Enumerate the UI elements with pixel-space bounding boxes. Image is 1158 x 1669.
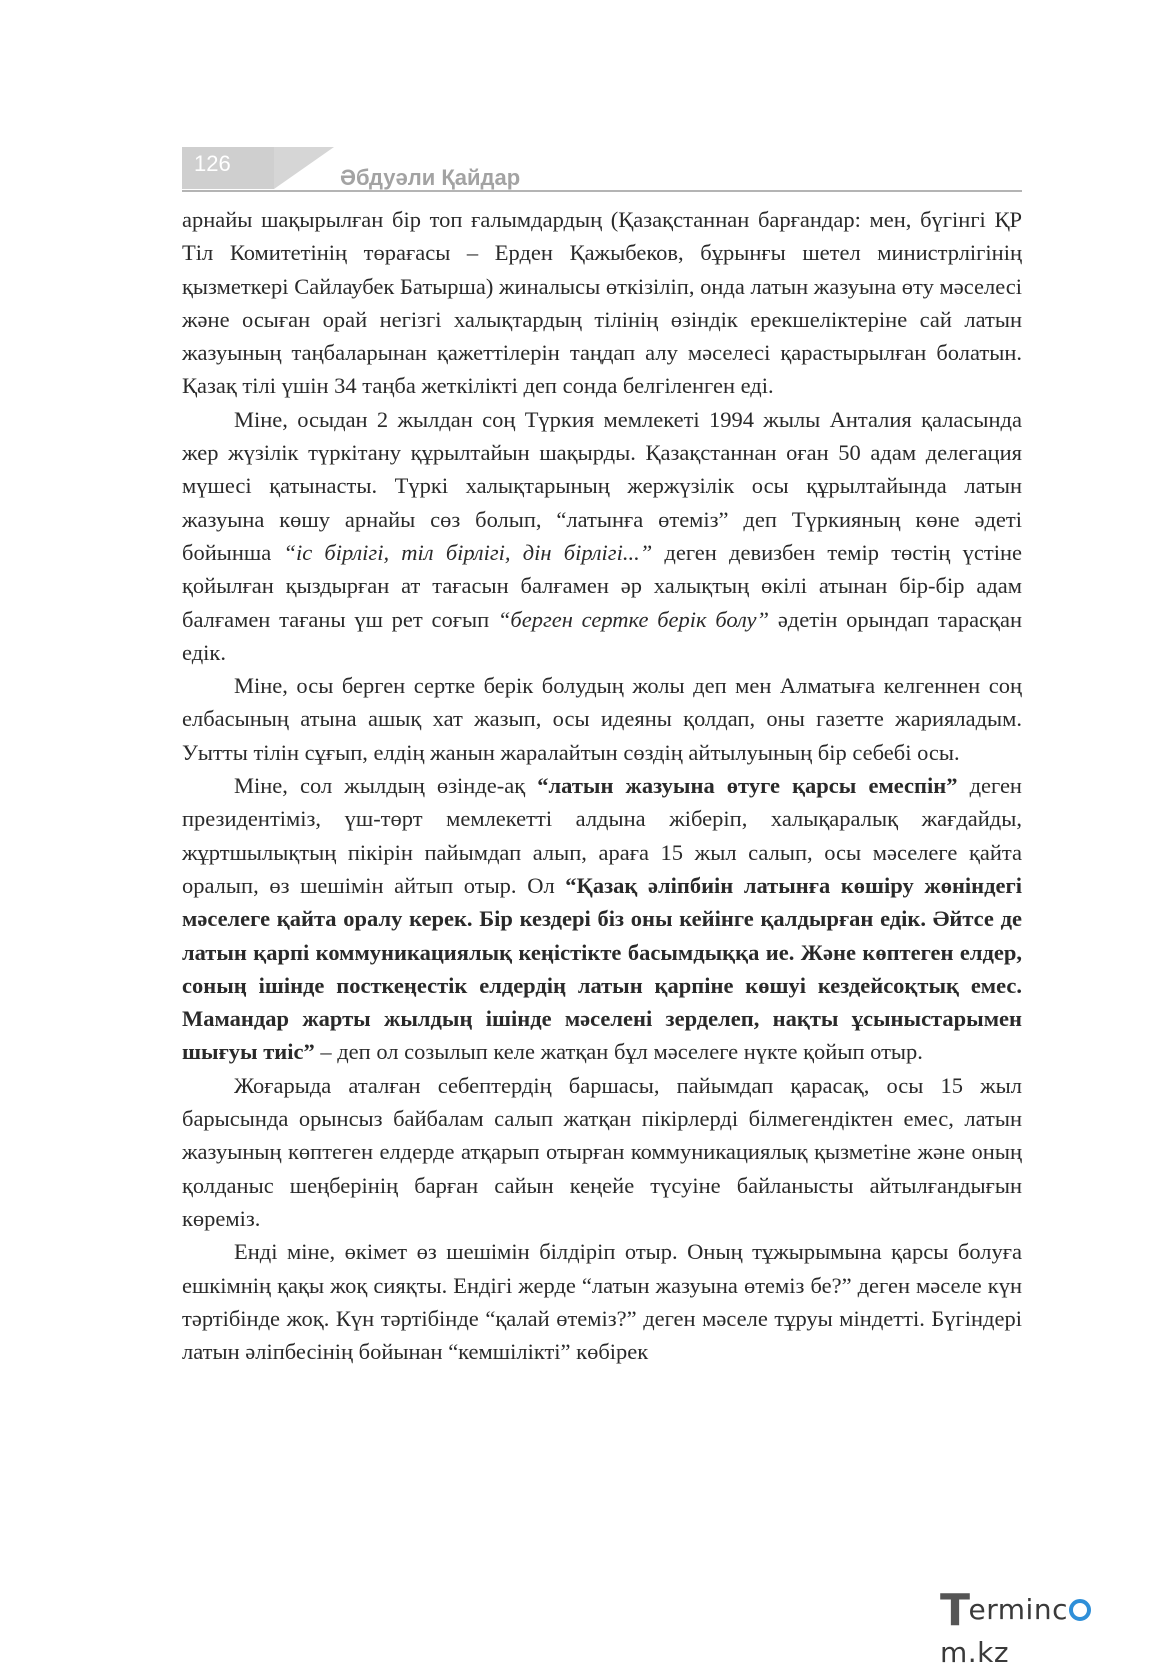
- running-head-author: Әбдуәли Қайдар: [340, 165, 521, 190]
- text-run: әдетін орындап тарасқан едік.: [182, 606, 1023, 665]
- paragraph: [182, 1235, 1022, 1368]
- page-number-tab-slope: [274, 147, 334, 189]
- page-header: [182, 147, 1022, 195]
- site-watermark-logo: Termincm.kz: [940, 1585, 1158, 1669]
- paragraph: [182, 769, 1022, 1069]
- text-run: Міне, осы берген сертке берік болудың жолы деп мен Алматыға келгеннен соң елбасының атына ашық хат жазып, осы идеяны қолдап, оны газетте жарияладым. Уытты тілін сұғып, елдің жанын жаралайтын сөздің айтылуының бір себебі осы.: [182, 673, 1022, 765]
- text-run: – деп ол созылып келе жатқан бұл мәселеге нүкте қойып отыр.: [314, 1039, 923, 1065]
- header-rule: [182, 190, 1022, 192]
- text-run: деген девизбен темір төстің үстіне қойылған қыздырған ат тағасын балғамен әр халықтың өкілі атынан бір-бір адам балғамен тағаны үш рет соғып: [182, 539, 1022, 632]
- text-run: Жоғарыда аталған себептердің баршасы, пайымдап қарасақ, осы 15 жыл барысында орынсыз байбалам салып жатқан пікірлерді білмегендіктен емес, латын жазуының көптеген елдерде атқарып отырған коммуникациялық қызметіне және оның қолданыс шеңберінің барған сайын кеңейе түсуіне байланысты айтылғандығын көреміз.: [182, 1072, 1022, 1231]
- text-run: Міне, сол жылдың өзінде-ақ: [234, 773, 538, 799]
- paragraph: [182, 203, 1022, 403]
- text-run: деген президентіміз, үш-төрт мемлекетті алдына жіберіп, халықаралық жағдайды, жұртшылықтың пікірін пайымдап алып, араға 15 жыл салып, осы мәселеге қайта оралып, өз шешімін айтып отыр. Ол: [182, 773, 1022, 898]
- text-run: Енді міне, өкімет өз шешімін білдіріп отыр. Оның тұжырымына қарсы болуға ешкімнің қақы жоқ сияқты. Ендігі жерде “латын жазуына өтеміз бе?” деген мәселе күн тәртібінде жоқ. Күн тәртібінде “қалай өтеміз?” деген мәселе тұруы міндетті. Бүгіндері латын әліпбесінің бойынан “кемшілікті” көбірек: [182, 1239, 1022, 1365]
- italic-quote: “іс бірлігі, тіл бірлігі, дін бірлігі...”: [283, 539, 653, 565]
- bold-quote: “латын жазуына өтуге қарсы емеспін”: [537, 773, 958, 799]
- text-run: Міне, осыдан 2 жылдан соң Түркия мемлекеті 1994 жылы Анталия қаласында жер жүзілік түркітану құрылтайын шақырды. Қазақстаннан оған 50 адам делегация мүшесі қатынасты. Түркі халықтарының жержүзілік осы құрылтайында латын жазуына көшу арнайы сөз болып, “латынға өтеміз” деп Түркияның көне әдеті бойынша: [182, 406, 1022, 565]
- paragraph: [182, 1069, 1022, 1235]
- paragraph: [182, 403, 1022, 669]
- paragraph: [182, 669, 1022, 769]
- bold-quote: “Қазақ әліпбиін латынға көшіру жөніндегі мәселеге қайта оралу керек. Бір кездері біз оны кейінге қалдырған едік. Әйтсе де латын қарпі коммуникациялық кеңістікте басымдыққа ие. Және көптеген елдер, соның ішінде посткеңестік елдердің латын қарпіне көшуі кездейсоқтық емес. Мамандар жарты жылдың ішінде мәселені зерделеп, нақты ұсыныстарымен шығуы тиіс”: [182, 872, 1022, 1065]
- text-run: арнайы шақырылған бір топ ғалымдардың (Қазақстаннан барғандар: мен, бүгінгі ҚР Тіл Комитетінің төрағасы – Ерден Қажыбеков, бұрынғы шетел министрлігінің қызметкері Сайлаубек Батырша) жиналысы өткізіліп, онда латын жазуына өту мәселесі және осыған орай негізгі халықтардың тілінің өзіндік ерекшеліктеріне сай латын жазуының таңбаларынан қажеттілерін таңдап алу мәселесі қарастырылған болатын. Қазақ тілі үшін 34 таңба жеткілікті деп сонда белгіленген еді.: [182, 207, 1022, 399]
- italic-quote: “берген сертке берік болу”: [497, 606, 770, 632]
- watermark-ring-icon: [1069, 1599, 1091, 1621]
- page-number: 126: [194, 151, 231, 176]
- body-text: [182, 203, 1022, 1368]
